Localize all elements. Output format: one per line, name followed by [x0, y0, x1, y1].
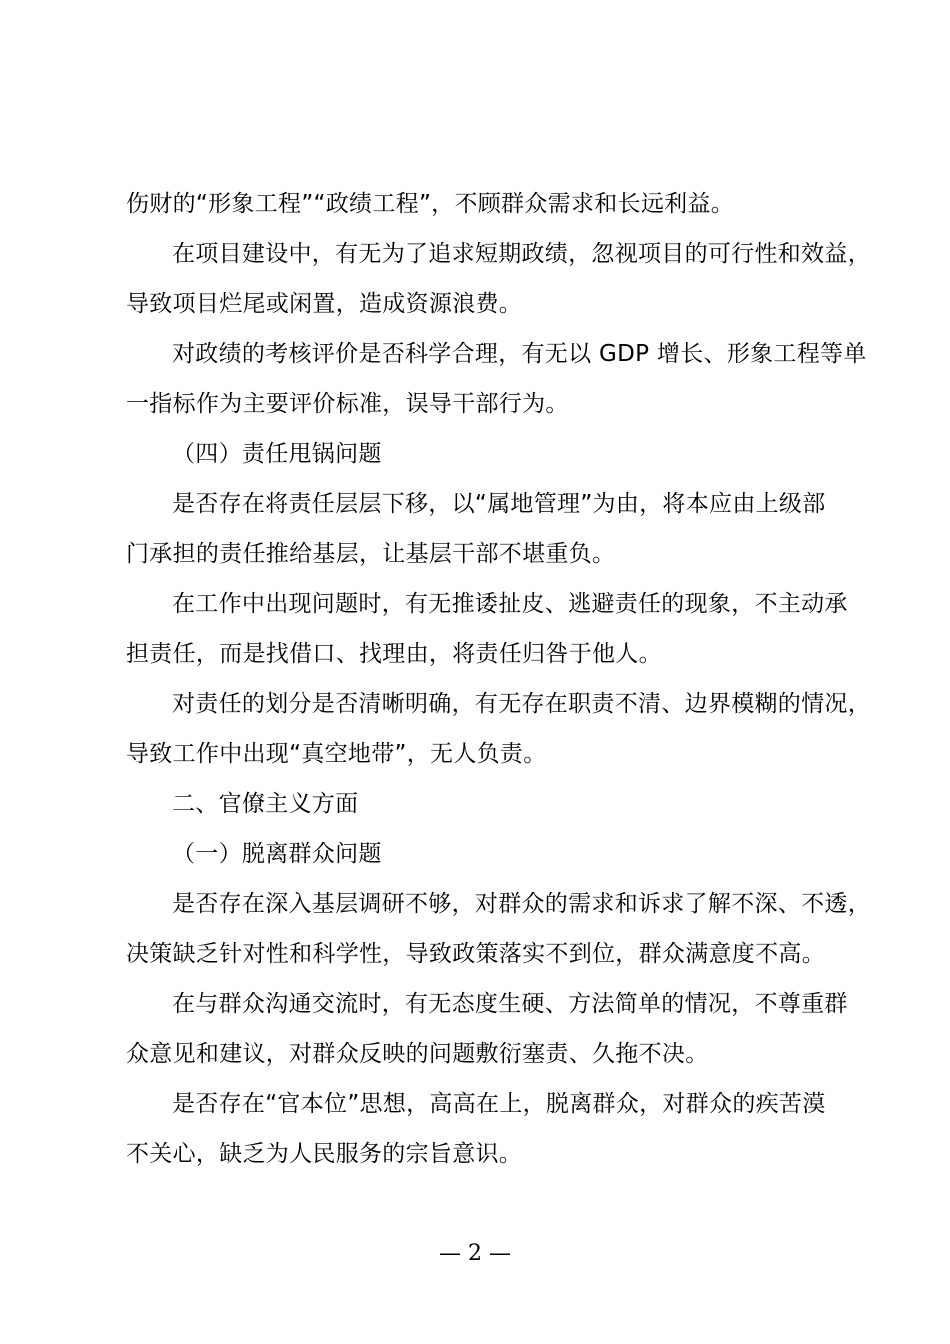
paragraph-line: 伤财的“形象工程”“政绩工程”，不顾群众需求和长远利益。: [126, 191, 735, 217]
paragraph-line: 对政绩的考核评价是否科学合理，有无以 GDP 增长、形象工程等单: [172, 341, 867, 367]
section-heading: （四）责任甩锅问题: [172, 441, 382, 467]
page-number: — 2 —: [439, 1241, 511, 1266]
paragraph-line: 在工作中出现问题时，有无推诿扯皮、逃避责任的现象，不主动承: [172, 591, 848, 617]
paragraph-line: 在与群众沟通交流时，有无态度生硬、方法简单的情况，不尊重群: [172, 991, 848, 1017]
paragraph-line: 一指标作为主要评价标准，误导干部行为。: [126, 391, 569, 417]
paragraph-line: 决策缺乏针对性和科学性，导致政策落实不到位，群众满意度不高。: [126, 941, 825, 967]
paragraph-line: 导致工作中出现“真空地带”，无人负责。: [126, 741, 547, 767]
paragraph-line: 导致项目烂尾或闲置，造成资源浪费。: [126, 291, 523, 317]
paragraph-line: 担责任，而是找借口、找理由，将责任归咎于他人。: [126, 641, 662, 667]
paragraph-line: 不关心，缺乏为人民服务的宗旨意识。: [126, 1141, 523, 1167]
paragraph-line: 众意见和建议，对群众反映的问题敷衍塞责、久拖不决。: [126, 1041, 709, 1067]
paragraph-line: 是否存在将责任层层下移，以“属地管理”为由，将本应由上级部: [172, 491, 826, 517]
paragraph-line: 是否存在“官本位”思想，高高在上，脱离群众，对群众的疾苦漠: [172, 1091, 826, 1117]
paragraph-line: 门承担的责任推给基层，让基层干部不堪重负。: [126, 541, 616, 567]
paragraph-line: 在项目建设中，有无为了追求短期政绩，忽视项目的可行性和效益，: [172, 241, 871, 267]
section-heading: 二、官僚主义方面: [172, 791, 359, 817]
section-heading: （一）脱离群众问题: [172, 841, 382, 867]
paragraph-line: 对责任的划分是否清晰明确，有无存在职责不清、边界模糊的情况，: [172, 691, 871, 717]
paragraph-line: 是否存在深入基层调研不够，对群众的需求和诉求了解不深、不透，: [172, 891, 871, 917]
